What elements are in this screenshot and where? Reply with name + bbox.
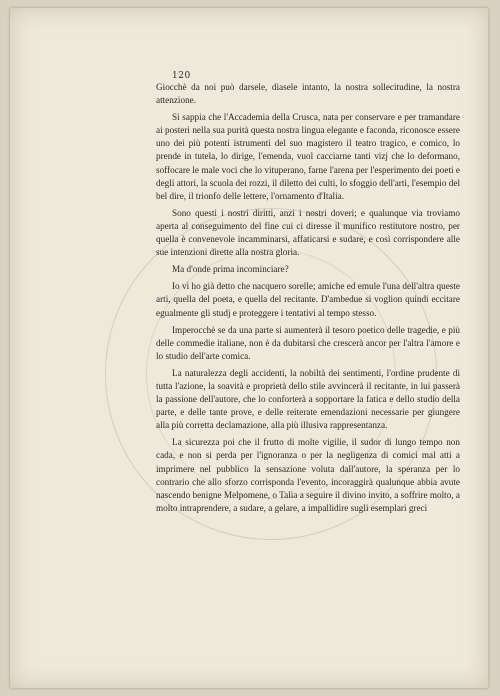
paragraph: Io vi ho già detto che nacquero sorelle; amiche ed emule l'una dell'altra queste arti, quella del poeta, e quella del recitante. D'ambedue si voglion quindi eccitare egualmente gli studj e proteggere i tentativi al tempo stesso. <box>156 281 460 318</box>
paragraph: La sicurezza poi che il frutto di molte vigilie, il sudor di lungo tempo non cada, e non si perda per l'ignoranza o per la negligenza di comici mal atti a imprimere nel pubblico la sensazione voluta dall'autore, la speranza per lo contrario che allo sforzo corrisponda l'evento, incoraggirà qualunque abbia avute nascendo benigne Melpomene, o Talìa a seguire il divino invito, a soffrire molto, a molto intraprendere, a sudare, a gelare, a impallidire sugli esemplari greci <box>156 437 460 513</box>
paragraph: La naturalezza degli accidenti, la nobiltà dei sentimenti, l'ordine prudente di tutta l'azione, la soavità e proprietà dello stile avvincerà il recitante, in lui passerà la passione dell'autore, che lo conforterà a sopportare la fatica e dello studio della parte, e delle tante prove, e delle reiterate emendazioni necessarie per giungere alla più corretta declamazione, alla più illusiva rappresentanza. <box>156 367 460 431</box>
paragraph: Imperocchè se da una parte si aumenterà il tesoro poetico delle tragedie, e più delle commedie italiane, non è da dubitarsi che crescerà ancor per l'altra l'amore e lo studio dell'arte comica. <box>156 324 460 361</box>
paragraph: Sono questi i nostri diritti, anzi i nostri doveri; e qualunque via troviamo aperta al conseguimento del fine cui ci diresse il munifico restitutore nostro, per quella è convenevole incamminarsi, affaticarsi e sudare, e così corrispondere alle sue intenzioni dirette alla nostra gloria. <box>156 207 460 258</box>
page-number: 120 <box>172 71 191 81</box>
paragraph: Si sappia che l'Accademia della Crusca, nata per conservare e per tramandare ai posteri nella sua purità questa nostra lingua elegante e faconda, riconosce essere uno dei più potenti istrumenti del suo magistero il teatro tragico, e comico, lo prende in tutela, lo dirige, l'emenda, vuol cacciarne tanti vizj che lo deformano, soffocare le male voci che lo vituperano, farne l'arena per l'esperimento dei poeti e degli attori, la scuola dei rozzi, il diletto dei culti, lo sfoggio dell'arti, l'esempio del bel dire, il trionfo delle lettere, l'ornamento d'Italia. <box>156 112 460 201</box>
body-text <box>156 81 460 519</box>
paragraph: Ma d'onde prima incominciare? <box>172 264 289 275</box>
manuscript-page <box>10 8 488 688</box>
paragraph: Giocchè da noi può darsele, diasele intanto, la nostra sollecitudine, la nostra attenzione. <box>156 82 460 106</box>
